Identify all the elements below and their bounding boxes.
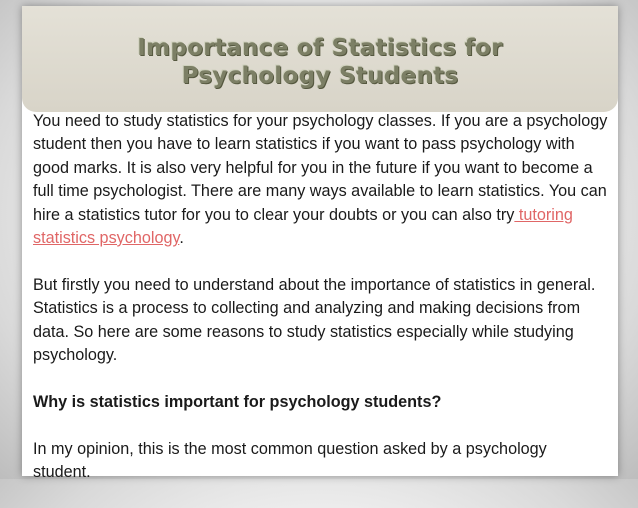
- question-heading: Why is statistics important for psychology students?: [33, 392, 442, 411]
- slide-title: [22, 34, 618, 90]
- paragraph-importance: But firstly you need to understand about the importance of statistics in general. Statistics is a process to collecting and analyzing and making decisions from data. So here are some reasons to study statistics especially while studying psychology.: [33, 275, 596, 365]
- title-line-1: Importance of Statistics for: [137, 35, 503, 61]
- paragraph-intro-text: You need to study statistics for your psychology classes. If you are a psychology student then you have to learn statistics if you want to pass psychology with good marks. It is also very helpful for you in the future if you want to become a full time psychologist. There are many ways available to learn statistics. You can hire a statistics tutor for you to clear your doubts or you can also try: [33, 112, 608, 224]
- paragraph-intro-end: .: [179, 229, 184, 248]
- paragraph-intro: [33, 110, 608, 250]
- paragraph-opinion: In my opinion, this is the most common question asked by a psychology student.: [33, 439, 547, 482]
- title-line-2: Psychology Students: [181, 63, 459, 89]
- slide-body: [33, 110, 608, 508]
- tutoring-statistics-link[interactable]: tutoring statistics psychology: [33, 205, 573, 248]
